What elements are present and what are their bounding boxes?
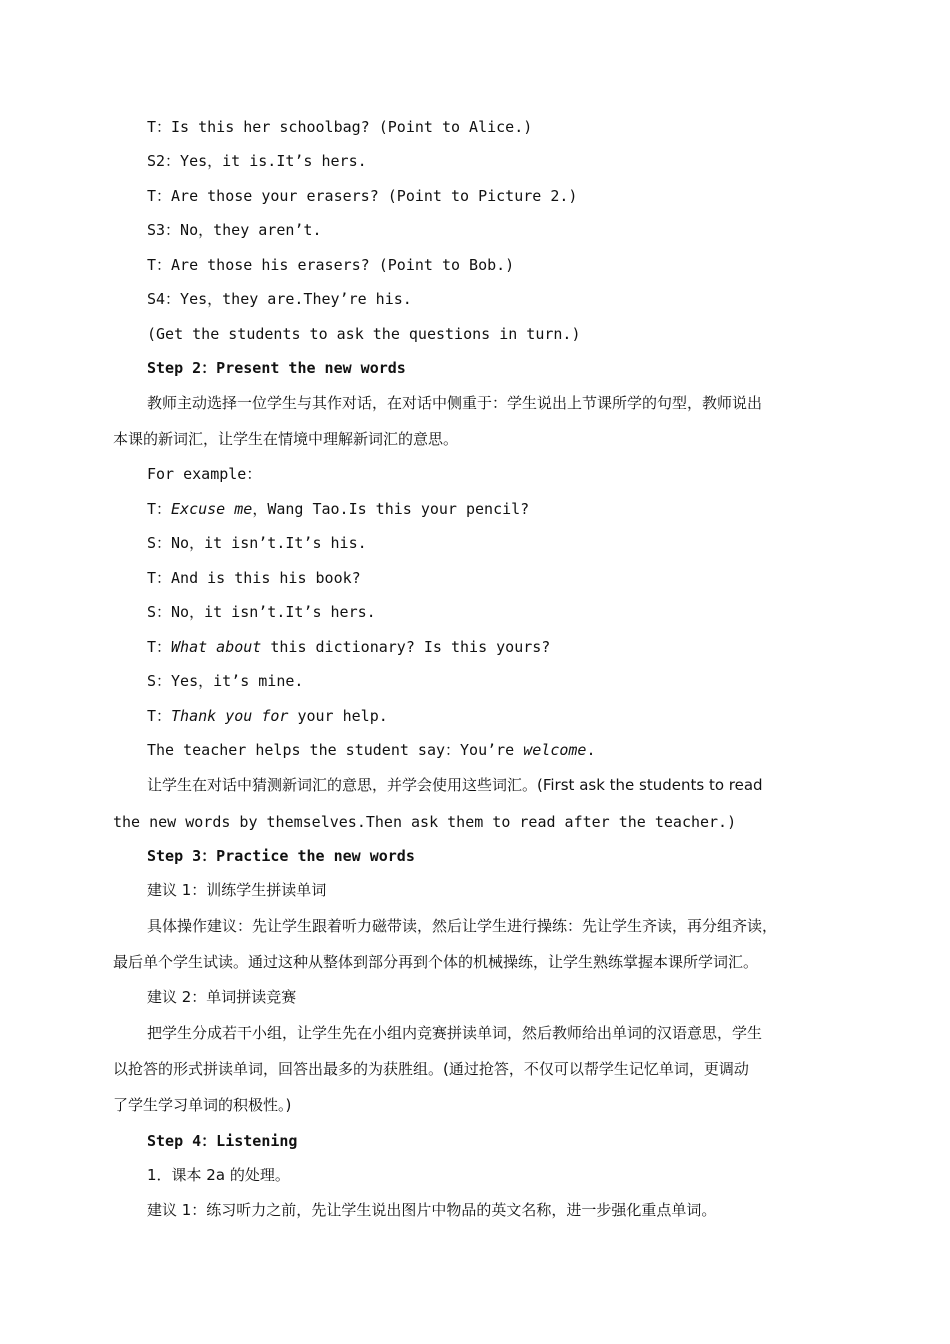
line-text: ，Wang Tao.Is this your pencil? <box>252 500 530 518</box>
dialogue-line: S3：No，they aren’t. <box>147 221 322 239</box>
line-text: your help. <box>288 707 388 725</box>
dialogue-line: S2：Yes，it is.It’s hers. <box>147 152 367 170</box>
line-text: . <box>586 741 596 759</box>
line-text: this dictionary? Is this yours? <box>261 638 551 656</box>
example-dialogue-line <box>147 499 529 519</box>
speaker: T： <box>147 500 172 518</box>
key-phrase: What about <box>171 638 262 656</box>
key-phrase: welcome <box>523 741 587 759</box>
suggestion2-title: 建议 2：单词拼读竞赛 <box>147 988 297 1006</box>
suggestion1-line2: 最后单个学生试读。通过这种从整体到部分再到个体的机械操练，让学生熟练掌握本课所学词汇。 <box>113 953 759 971</box>
step2-heading: Step 2：Present the new words <box>147 359 406 377</box>
guess-line1 <box>147 775 763 795</box>
dialogue-line: T：Are those his erasers? (Point to Bob.) <box>147 256 515 274</box>
step4-heading: Step 4：Listening <box>147 1132 298 1150</box>
guess-line2: the new words by themselves.Then ask them to read after the teacher.) <box>113 813 737 831</box>
example-dialogue-line: T：And is this his book? <box>147 569 361 587</box>
step2-intro-line2: 本课的新词汇，让学生在情境中理解新词汇的意思。 <box>113 430 459 448</box>
key-phrase: Thank you for <box>171 707 289 725</box>
suggestion2-line1: 把学生分成若干小组，让学生先在小组内竞赛拼读单词，然后教师给出单词的汉语意思，学生 <box>147 1024 763 1042</box>
example-dialogue-line: S：Yes，it’s mine. <box>147 672 304 690</box>
step3-heading: Step 3：Practice the new words <box>147 847 415 865</box>
example-dialogue-line <box>147 706 388 726</box>
dialogue-line: T：Is this her schoolbag? (Point to Alice.) <box>147 118 533 136</box>
example-dialogue-line <box>147 740 595 760</box>
example-dialogue-line <box>147 637 550 657</box>
suggestion2-line3: 了学生学习单词的积极性。) <box>113 1096 292 1114</box>
dialogue-line: S4：Yes，they are.They’re his. <box>147 290 412 308</box>
step4-item1: 1．课本 2a 的处理。 <box>147 1166 290 1184</box>
key-phrase: Excuse me <box>171 500 253 518</box>
speaker: T： <box>147 707 172 725</box>
dialogue-line: T：Are those your erasers? (Point to Picture 2.) <box>147 187 578 205</box>
suggestion2-line2: 以抢答的形式拼读单词，回答出最多的为获胜组。(通过抢答，不仅可以帮学生记忆单词，更调动 <box>113 1060 749 1078</box>
paragraph-text: 让学生在对话中猜测新词汇的意思，并学会使用这些词汇。(First ask the students to read <box>147 776 763 794</box>
example-dialogue-line: S：No，it isn’t.It’s hers. <box>147 603 376 621</box>
example-dialogue-line: S：No，it isn’t.It’s his. <box>147 534 367 552</box>
speaker: T： <box>147 638 172 656</box>
suggestion1-title: 建议 1：训练学生拼读单词 <box>147 881 327 899</box>
step4-suggestion1: 建议 1：练习听力之前，先让学生说出图片中物品的英文名称，进一步强化重点单词。 <box>147 1201 717 1219</box>
step2-intro-line1: 教师主动选择一位学生与其作对话，在对话中侧重于：学生说出上节课所学的句型，教师说出 <box>147 394 763 412</box>
suggestion1-line1: 具体操作建议：先让学生跟着听力磁带读，然后让学生进行操练：先让学生齐读，再分组齐读， <box>147 917 778 935</box>
instruction-note: (Get the students to ask the questions in turn.) <box>147 325 581 343</box>
line-text: The teacher helps the student say：You’re <box>147 741 524 759</box>
for-example-label: For example： <box>147 465 262 483</box>
